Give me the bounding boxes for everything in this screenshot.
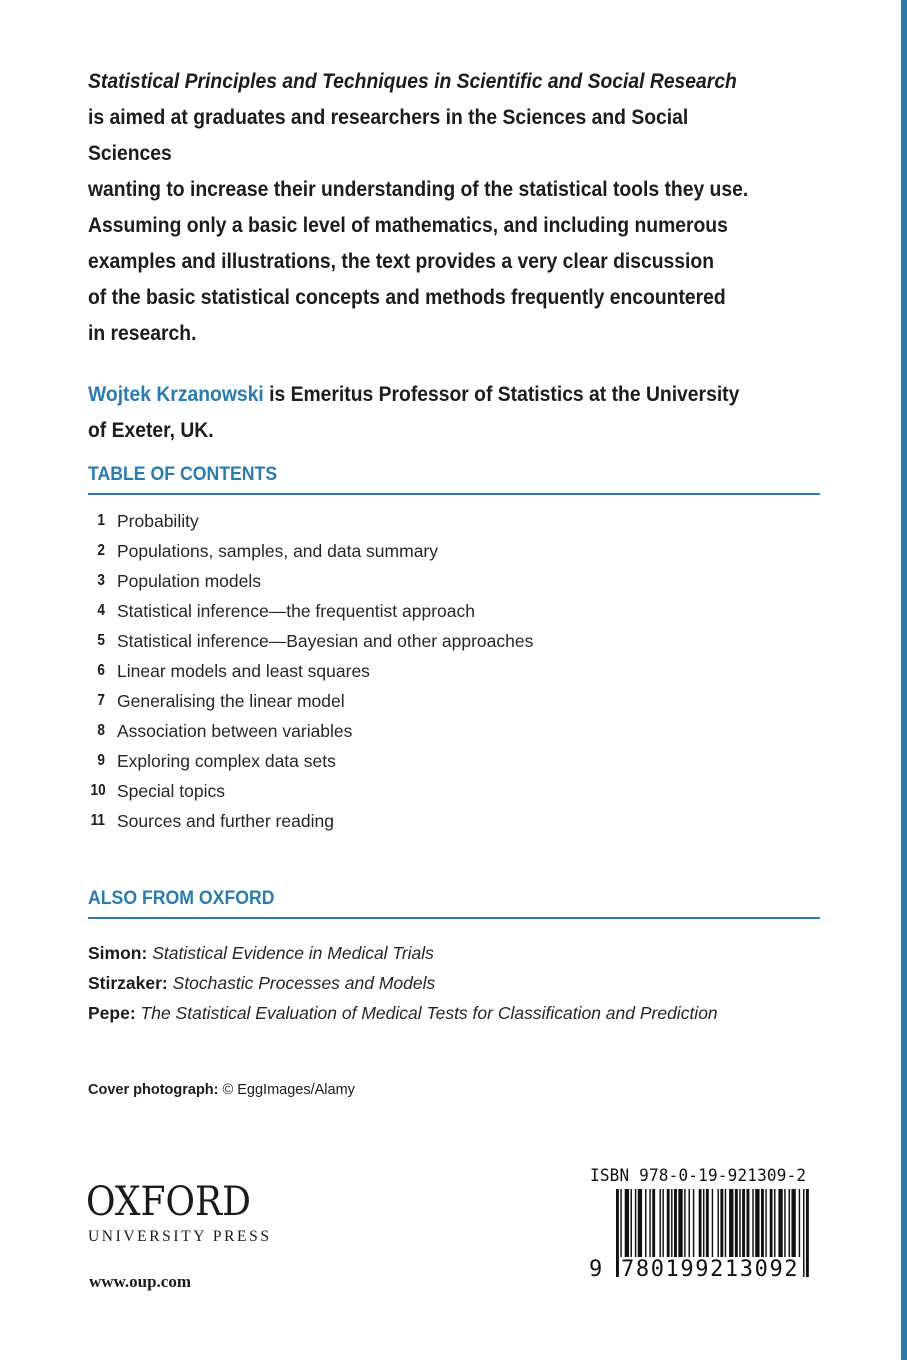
blurb-line: is aimed at graduates and researchers in the Sciences and Social Sciences xyxy=(88,106,689,165)
barcode-bar xyxy=(645,1189,646,1267)
university-press-label: UNIVERSITY PRESS xyxy=(88,1228,272,1245)
chapter-number: 11 xyxy=(90,812,105,829)
author-name: Wojtek Krzanowski xyxy=(88,383,264,406)
chapter-title: Statistical inference—the frequentist approach xyxy=(117,601,475,621)
barcode-bar xyxy=(770,1189,773,1267)
blurb-line xyxy=(88,64,769,100)
barcode-bar xyxy=(684,1189,685,1267)
chapter-title: Association between variables xyxy=(117,721,353,741)
also-author: Simon: xyxy=(88,943,148,963)
barcode-bar xyxy=(660,1189,661,1267)
also-item xyxy=(88,998,848,1028)
barcode-bar xyxy=(706,1189,709,1267)
barcode-bar xyxy=(625,1189,629,1267)
barcode-bar xyxy=(725,1189,726,1267)
oxford-wordmark: OXFORD xyxy=(86,1179,251,1225)
toc-item xyxy=(88,596,808,626)
credit-label: Cover photograph: xyxy=(88,1082,219,1098)
barcode-bar xyxy=(662,1189,663,1267)
barcode-bar xyxy=(755,1189,759,1267)
also-list xyxy=(88,938,848,1028)
toc-item xyxy=(88,626,808,656)
also-author: Stirzaker: xyxy=(88,973,168,993)
author-bio-line-1: is Emeritus Professor of Statistics at the University xyxy=(263,383,740,406)
barcode-bar xyxy=(693,1189,694,1267)
author-bio xyxy=(88,377,769,413)
barcode-bar xyxy=(747,1189,750,1267)
chapter-number: 3 xyxy=(97,572,105,589)
barcode-bar xyxy=(739,1189,740,1267)
barcode-bar xyxy=(631,1189,632,1267)
barcode-bar xyxy=(799,1189,800,1267)
chapter-title: Population models xyxy=(117,571,261,591)
barcode-bar xyxy=(652,1189,655,1267)
barcode-bar xyxy=(791,1189,795,1267)
barcode-bar xyxy=(699,1189,702,1267)
barcode-bar xyxy=(761,1189,764,1267)
barcode-bar xyxy=(720,1189,723,1267)
chapter-title: Probability xyxy=(117,511,199,531)
chapter-title: Linear models and least squares xyxy=(117,661,370,681)
barcode-bar xyxy=(674,1189,677,1267)
also-author: Pepe: xyxy=(88,1003,136,1023)
barcode-bar xyxy=(649,1189,650,1267)
chapter-title: Sources and further reading xyxy=(117,811,334,831)
barcode-bar xyxy=(678,1189,682,1267)
toc-item xyxy=(88,536,808,566)
book-title: Statistical Principles and Techniques in Scientific and Social Research xyxy=(88,70,737,93)
chapter-number: 8 xyxy=(97,722,105,739)
toc-item xyxy=(88,566,808,596)
chapter-title: Exploring complex data sets xyxy=(117,751,336,771)
cover-credit xyxy=(88,1082,355,1098)
chapter-title: Generalising the linear model xyxy=(117,691,345,711)
blurb xyxy=(88,64,769,449)
barcode-bar xyxy=(729,1189,733,1267)
also-title: Statistical Evidence in Medical Trials xyxy=(152,943,434,963)
toc-item xyxy=(88,776,808,806)
toc-item xyxy=(88,686,808,716)
toc-item xyxy=(88,806,808,836)
barcode-bar xyxy=(638,1189,642,1267)
chapter-number: 5 xyxy=(97,632,105,649)
barcode-bar xyxy=(718,1189,719,1267)
toc-item xyxy=(88,506,808,536)
chapter-number: 4 xyxy=(97,602,105,619)
toc-heading-text: TABLE OF CONTENTS xyxy=(88,464,278,485)
chapter-number: 9 xyxy=(97,752,105,769)
barcode-bar xyxy=(667,1189,670,1267)
spine-edge-stripe xyxy=(901,0,907,1360)
barcode-bar xyxy=(735,1189,738,1267)
isbn-barcode-block xyxy=(590,1166,810,1285)
barcode-bar xyxy=(784,1189,785,1267)
blurb-line: Assuming only a basic level of mathematics, and including numerous xyxy=(88,214,728,237)
barcode-bar xyxy=(742,1189,745,1267)
chapter-number: 6 xyxy=(97,662,105,679)
chapter-number: 2 xyxy=(97,542,105,559)
also-title: Stochastic Processes and Models xyxy=(172,973,436,993)
isbn-label: ISBN 978-0-19-921309-2 xyxy=(590,1166,807,1185)
chapter-title: Statistical inference—Bayesian and other approaches xyxy=(117,631,534,651)
barcode-bar xyxy=(703,1189,704,1267)
blurb-line: wanting to increase their understanding of the statistical tools they use. xyxy=(88,178,749,201)
blurb-line: examples and illustrations, the text provides a very clear discussion xyxy=(88,250,715,273)
chapter-title: Special topics xyxy=(117,781,225,801)
barcode-bar xyxy=(635,1189,636,1267)
chapter-number: 7 xyxy=(97,692,105,709)
blurb-line: in research. xyxy=(88,322,197,345)
barcode-bar xyxy=(778,1189,782,1267)
oxford-logo xyxy=(86,1180,296,1246)
barcode-bar xyxy=(789,1189,790,1267)
chapter-number: 1 xyxy=(97,512,105,529)
also-item xyxy=(88,938,848,968)
chapter-title: Populations, samples, and data summary xyxy=(117,541,438,561)
barcode-bar xyxy=(752,1189,753,1267)
also-heading-text: ALSO FROM OXFORD xyxy=(88,888,275,909)
publisher-website: www.oup.com xyxy=(89,1272,192,1291)
blurb-line: of the basic statistical concepts and methods frequently encountered xyxy=(88,286,726,309)
toc-heading xyxy=(88,464,820,495)
also-item xyxy=(88,968,848,998)
barcode-rest-digits: 780199213092 xyxy=(621,1257,800,1282)
toc-item xyxy=(88,716,808,746)
toc-list xyxy=(88,506,808,836)
credit-value: © EggImages/Alamy xyxy=(218,1082,355,1098)
barcode-bar xyxy=(689,1189,690,1267)
barcode-bar xyxy=(671,1189,672,1267)
toc-item xyxy=(88,746,808,776)
barcode-bar xyxy=(765,1189,766,1267)
barcode-first-digit: 9 xyxy=(589,1257,603,1282)
chapter-number: 10 xyxy=(90,782,106,799)
barcode-bar xyxy=(774,1189,775,1267)
author-bio-line-2: of Exeter, UK. xyxy=(88,419,214,442)
barcode-digits xyxy=(590,1257,810,1285)
also-heading xyxy=(88,888,820,919)
toc-item xyxy=(88,656,808,686)
also-title: The Statistical Evaluation of Medical Tests for Classification and Prediction xyxy=(140,1003,718,1023)
